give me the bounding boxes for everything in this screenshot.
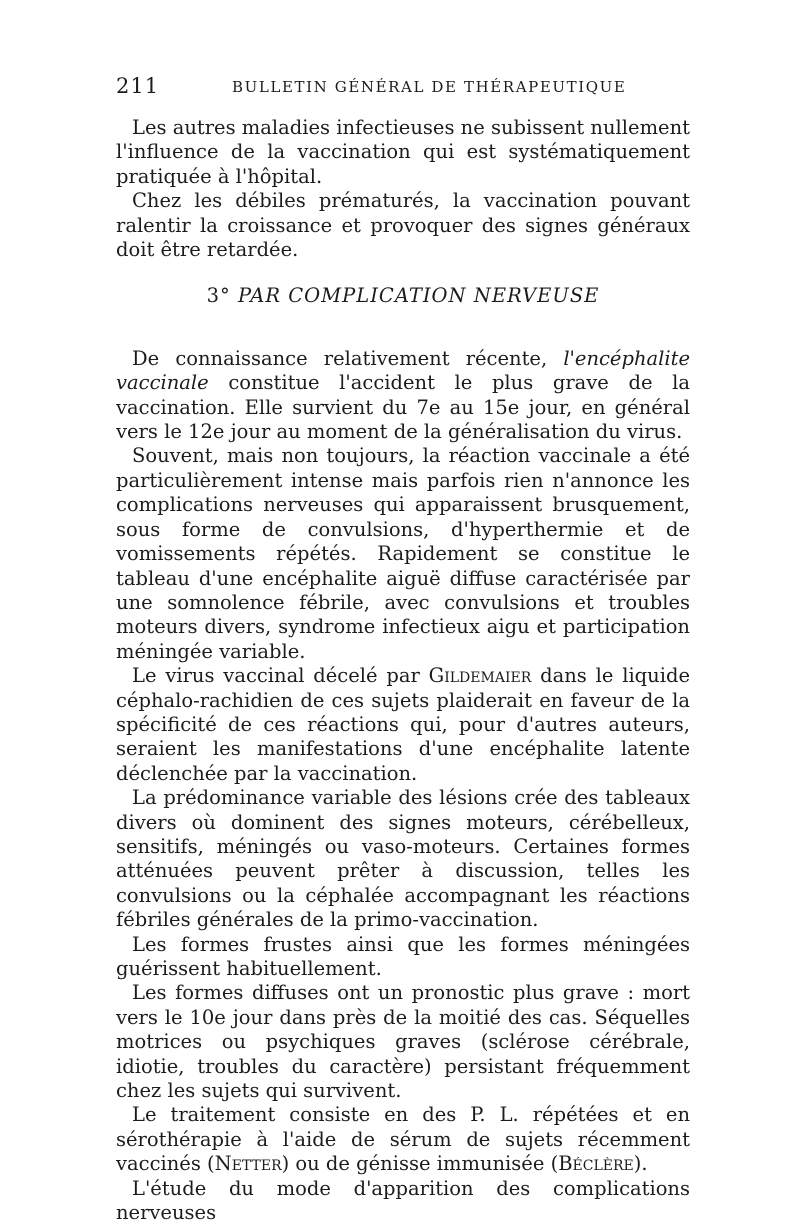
paragraph-3-start: De connaissance relativement récente, — [132, 346, 564, 370]
paragraph-7: Les formes frustes ainsi que les formes méningées guérissent habituellement. — [116, 932, 690, 980]
paragraph-4: Souvent, mais non toujours, la réaction vaccinale a été particulièrement intense mais parfois rien n'annonce les complications nerveuses qui apparaissent brusquement, sous forme de convulsions, d'hyperthermie et de vomissements répétés. Rapidement se constitue le tableau d'une encéphalite aiguë diffuse caractérisée par une somnolence fébrile, avec convulsions et troubles moteurs divers, syndrome infectieux aigu et participation méningée variable. — [116, 444, 690, 663]
paragraph-9 — [116, 1103, 690, 1176]
paragraph-2: Chez les débiles prématurés, la vaccination pouvant ralentir la croissance et provoquer des signes généraux doit être retardée. — [116, 189, 690, 262]
paragraph-8: Les formes diffuses ont un pronostic plus grave : mort vers le 10e jour dans près de la moitié des cas. Séquelles motrices ou psychiques graves (sclérose cérébrale, idiotie, troubles du caractère) persistant fréquemment chez les sujets qui survivent. — [116, 981, 690, 1103]
author-netter: Netter — [214, 1152, 282, 1176]
paragraph-3-end: constitue l'accident le plus grave de la vaccination. Elle survient du 7e au 15e jour, en général vers le 12e jour au moment de la généralisation du virus. — [116, 371, 690, 444]
page-header — [116, 72, 686, 102]
paragraph-6: La prédominance variable des lésions crée des tableaux divers où dominent des signes moteurs, cérébelleux, sensitifs, méningés ou vaso-moteurs. Certaines formes atténuées peuvent prêter à discussion, telles les convulsions ou la céphalée accompagnant les réactions fébriles générales de la primo-vaccination. — [116, 786, 690, 932]
section-title — [116, 284, 690, 308]
author-beclere: Béclère — [558, 1152, 634, 1176]
running-title: BULLETIN GÉNÉRAL DE THÉRAPEUTIQUE — [232, 78, 627, 96]
paragraph-3-italic: l'encéphalite vaccinale — [116, 346, 690, 395]
page-number: 211 — [116, 74, 160, 98]
paragraph-5-start: Le virus vaccinal décelé par — [132, 664, 429, 688]
section-number: 3° — [206, 284, 231, 308]
paragraph-5-end: dans le liquide céphalo-rachidien de ces sujets plaiderait en faveur de la spécificité de ces réactions qui, pour d'autres auteurs, seraient les manifestations d'une encéphalite latente déclenchée par la vaccination. — [116, 664, 690, 785]
body-text — [116, 116, 690, 1225]
paragraph-9-end: ). — [633, 1152, 648, 1176]
paragraph-3 — [116, 347, 690, 445]
paragraph-5 — [116, 664, 690, 786]
paragraph-9-start: Le traitement consiste en des P. L. répétées et en sérothérapie à l'aide de sérum de sujets récemment vaccinés ( — [116, 1103, 690, 1176]
paragraph-10: L'étude du mode d'apparition des complications nerveuses — [116, 1176, 690, 1225]
paragraph-1: Les autres maladies infectieuses ne subissent nullement l'influence de la vaccination qui est systématiquement pratiquée à l'hôpital. — [116, 116, 690, 188]
paragraph-9-mid: ) ou de génisse immunisée ( — [281, 1152, 559, 1176]
author-gildemaier: Gildemaier — [428, 664, 532, 688]
section-title-text: PAR COMPLICATION NERVEUSE — [237, 284, 600, 308]
